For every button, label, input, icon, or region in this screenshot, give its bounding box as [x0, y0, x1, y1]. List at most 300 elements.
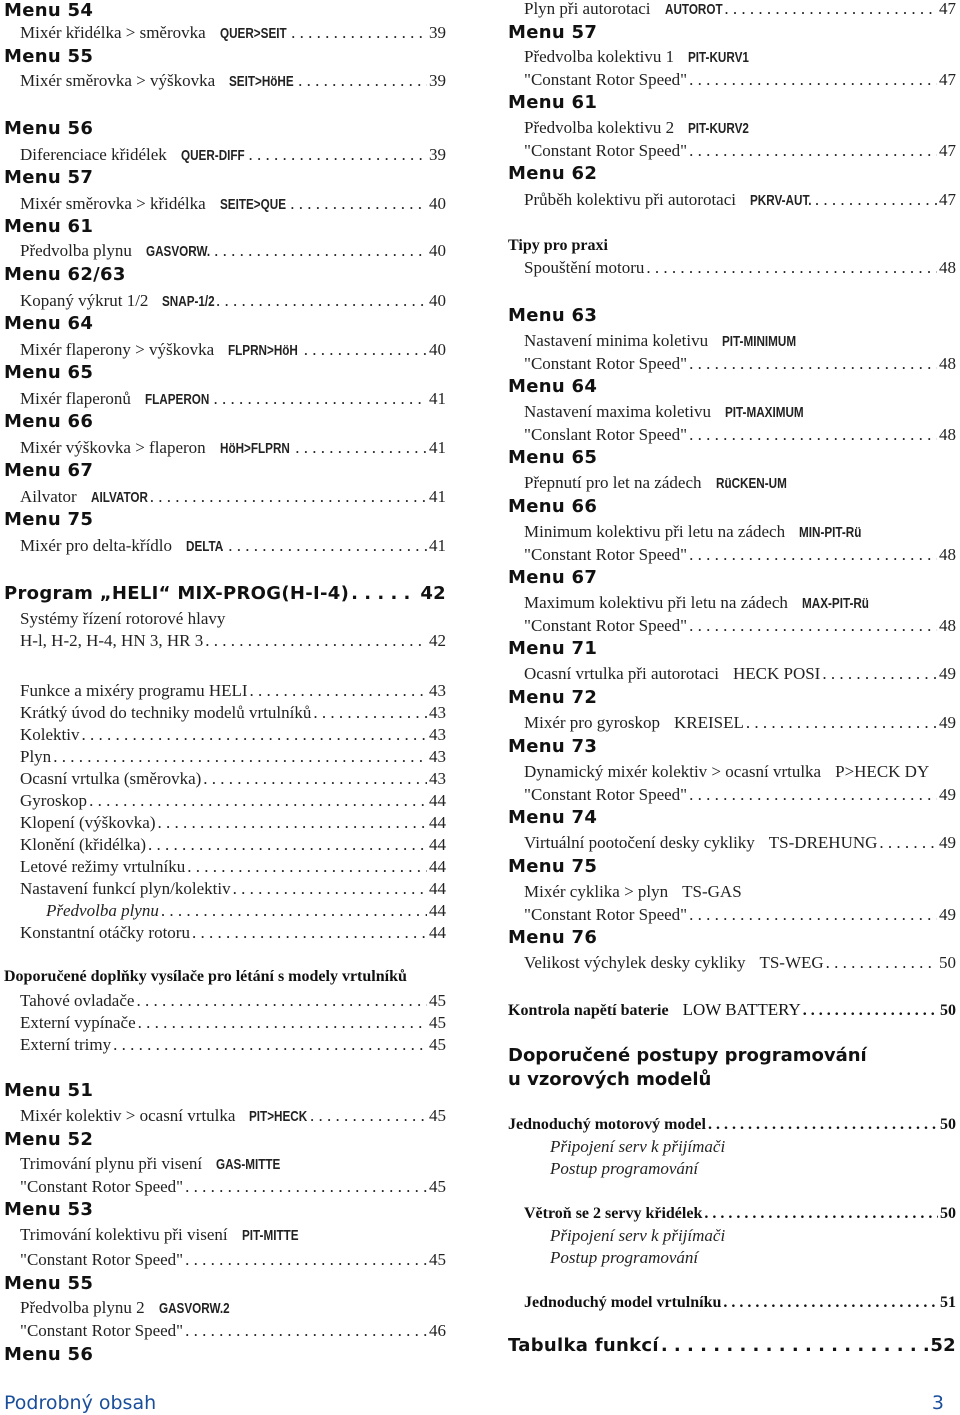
toc-section-heading[interactable]: Menu 62/63	[4, 264, 126, 285]
dot-leader	[220, 535, 427, 557]
toc-entry-code: SNAP-1/2	[162, 293, 216, 310]
toc-page-number: 47	[939, 70, 956, 89]
dot-leader	[185, 1176, 427, 1198]
toc-entry-title: Předvolba plynu	[46, 901, 159, 920]
dot-leader	[192, 922, 427, 944]
toc-entry-code: LOW BATTERY	[682, 1000, 801, 1019]
dot-leader	[298, 70, 427, 92]
toc-entry-code: QUER-DIFF	[180, 147, 245, 164]
toc-page-number: 41	[429, 389, 446, 408]
toc-entry-title: "Constant Rotor Speed"	[524, 70, 688, 89]
toc-entry-title: H-l, H-2, H-4, HN 3, HR 3	[20, 631, 204, 650]
toc-entry-title: Připojení serv k přijímači	[550, 1137, 726, 1156]
toc-entry-title: Minimum kolektivu při letu na zádech	[524, 522, 786, 541]
toc-entry-title: "Conslant Rotor Speed"	[524, 425, 688, 444]
toc-entry[interactable]	[508, 952, 956, 974]
toc-entry-title: Systémy řízení rotorové hlavy	[20, 609, 226, 628]
toc-entry[interactable]	[508, 544, 956, 566]
toc-entry-title: Maximum kolektivu při letu na zádech	[524, 593, 788, 612]
toc-entry-title: "Constant Rotor Speed"	[524, 785, 688, 804]
toc-section-heading[interactable]: Menu 63	[508, 305, 598, 326]
dot-leader	[295, 437, 427, 459]
toc-page-number: 52	[930, 1335, 956, 1356]
toc-entry[interactable]	[4, 856, 446, 878]
toc-entry-title: Mixér flaperonů	[20, 389, 131, 408]
toc-entry[interactable]	[4, 630, 446, 652]
toc-entry-title: Ocasní vrtulka (směrovka)	[20, 769, 202, 788]
footer-section-title: Podrobný obsah	[4, 1392, 157, 1414]
toc-section-heading[interactable]: Menu 57	[508, 22, 598, 43]
toc-entry-title: Virtuální pootočení desky cykliky	[524, 833, 755, 852]
toc-entry[interactable]	[508, 904, 956, 926]
toc-page-number: 40	[429, 194, 446, 213]
toc-entry-title: Jednoduchý model vrtulníku	[524, 1294, 722, 1311]
toc-page-number: 44	[429, 835, 446, 854]
toc-page-number: 40	[429, 340, 446, 359]
toc-heading-entry[interactable]	[4, 583, 446, 605]
dot-leader	[290, 193, 427, 215]
toc-page-number: 49	[939, 833, 956, 852]
toc-entry-code: KREISEL	[673, 713, 744, 732]
dot-leader	[646, 257, 937, 279]
toc-entry-code: DELTA	[186, 538, 224, 555]
toc-entry-code: PKRV-AUT.	[749, 192, 812, 209]
dot-leader	[689, 784, 937, 806]
toc-entry[interactable]	[508, 832, 956, 854]
toc-page-number: 48	[939, 616, 956, 635]
toc-entry-code: PIT-KURV2	[688, 120, 750, 137]
toc-entry-title: "Constant Rotor Speed"	[524, 545, 688, 564]
toc-entry-title: Předvolba kolektivu 2	[524, 118, 675, 137]
toc-entry[interactable]	[508, 712, 956, 734]
dot-leader	[148, 834, 427, 856]
dot-leader	[161, 900, 427, 922]
dot-leader	[879, 832, 937, 854]
dot-leader	[708, 1114, 938, 1136]
toc-section-heading[interactable]: Menu 66	[508, 496, 598, 517]
toc-page-number: 48	[939, 354, 956, 373]
dot-leader	[89, 790, 427, 812]
toc-section-heading[interactable]: Menu 65	[4, 362, 94, 383]
dot-leader	[661, 1335, 929, 1357]
dot-leader	[689, 353, 937, 375]
dot-leader	[291, 22, 427, 44]
toc-entry[interactable]	[4, 1297, 446, 1319]
toc-entry[interactable]	[508, 472, 956, 494]
dot-leader	[689, 424, 937, 446]
toc-entry-code: HöH>FLPRN	[219, 440, 290, 457]
toc-entry-title: "Constant Rotor Speed"	[524, 905, 688, 924]
toc-section-heading[interactable]: Menu 56	[4, 118, 94, 139]
toc-entry[interactable]	[4, 486, 446, 508]
toc-page-number: 45	[429, 991, 446, 1010]
dot-leader	[689, 904, 937, 926]
toc-section-heading[interactable]: Menu 67	[4, 460, 94, 481]
dot-leader	[150, 486, 427, 508]
toc-page-number: 45	[429, 1013, 446, 1032]
toc-entry[interactable]	[4, 1153, 446, 1175]
toc-page-number: 48	[939, 545, 956, 564]
dot-leader	[689, 140, 937, 162]
toc-entry-title: Externí vypínače	[20, 1013, 136, 1032]
toc-section-heading[interactable]: Menu 73	[508, 736, 598, 757]
toc-page-number: 44	[429, 879, 446, 898]
toc-entry[interactable]	[4, 290, 446, 312]
toc-entry-title: Předvolba kolektivu 1	[524, 47, 675, 66]
toc-entry[interactable]	[508, 1158, 956, 1180]
toc-section-heading[interactable]: Menu 51	[4, 1080, 94, 1101]
toc-page-number: 43	[429, 681, 446, 700]
toc-entry-title: Mixér kolektiv > ocasní vrtulka	[20, 1106, 236, 1125]
toc-entry[interactable]	[4, 535, 446, 557]
toc-entry[interactable]	[4, 724, 446, 746]
dot-leader	[248, 144, 427, 166]
toc-entry[interactable]	[4, 193, 446, 215]
toc-entry-code: GAS-MITTE	[216, 1156, 281, 1173]
toc-entry-code: MIN-PIT-Rü	[799, 524, 862, 541]
toc-page-number: 43	[429, 747, 446, 766]
toc-entry[interactable]	[508, 117, 956, 139]
toc-entry-title: Mixér výškovka > flaperon	[20, 438, 206, 457]
toc-section-heading[interactable]: Menu 74	[508, 807, 598, 828]
toc-page-number: 40	[429, 291, 446, 310]
dot-leader	[113, 1034, 427, 1056]
toc-section-heading[interactable]: Menu 62	[508, 163, 598, 184]
toc-page-number: 49	[939, 785, 956, 804]
toc-page-number: 49	[939, 664, 956, 683]
toc-entry-code: QUER>SEIT	[219, 25, 287, 42]
toc-entry-title: "Constant Rotor Speed"	[20, 1250, 184, 1269]
toc-page-number: 45	[429, 1250, 446, 1269]
toc-page-number: 51	[940, 1294, 956, 1311]
toc-entry-title: Klopení (výškovka)	[20, 813, 156, 832]
toc-entry-title: Připojení serv k přijímači	[550, 1226, 726, 1245]
toc-entry[interactable]	[4, 1249, 446, 1271]
toc-section-heading[interactable]: Menu 75	[4, 509, 94, 530]
toc-page-number: 44	[429, 791, 446, 810]
toc-subheading[interactable]: Doporučené doplňky vysílače pro létání s modely vrtulníků	[4, 968, 407, 985]
toc-entry-title: Nastavení minima koletivu	[524, 331, 709, 350]
toc-page-number: 46	[429, 1321, 446, 1340]
toc-entry-title: Velikost výchylek desky cykliky	[524, 953, 746, 972]
dot-leader	[313, 702, 427, 724]
toc-entry-title: Kolektiv	[20, 725, 80, 744]
dot-leader	[185, 1320, 427, 1342]
dot-leader	[214, 240, 427, 262]
toc-entry-code: FLAPERON	[144, 391, 210, 408]
toc-entry[interactable]	[4, 746, 446, 768]
toc-section-heading[interactable]: Menu 64	[508, 376, 598, 397]
toc-entry[interactable]	[4, 437, 446, 459]
toc-entry-title: Předvolba plynu 2	[20, 1298, 145, 1317]
toc-entry[interactable]	[4, 339, 446, 361]
dot-leader	[53, 746, 427, 768]
toc-entry-title: "Constant Rotor Speed"	[524, 354, 688, 373]
toc-heading-entry[interactable]	[508, 1335, 956, 1357]
toc-entry[interactable]	[508, 330, 956, 352]
toc-page-number: 39	[429, 23, 446, 42]
toc-entry[interactable]	[508, 663, 956, 685]
toc-entry-title: Ocasní vrtulka při autorotaci	[524, 664, 719, 683]
toc-heading-entry[interactable]	[508, 1203, 956, 1225]
toc-entry-title: Mixér směrovka > výškovka	[20, 71, 216, 90]
toc-entry-code: HECK POSI	[732, 664, 821, 683]
toc-entry-title: Postup programování	[550, 1248, 699, 1267]
toc-entry[interactable]	[4, 70, 446, 92]
toc-entry[interactable]	[4, 1176, 446, 1198]
toc-entry-title: Krátký úvod do techniky modelů vrtulníků	[20, 703, 312, 722]
toc-page-number: 45	[429, 1177, 446, 1196]
toc-entry[interactable]	[508, 401, 956, 423]
toc-page-number: 41	[429, 487, 446, 506]
toc-entry[interactable]	[4, 22, 446, 44]
toc-entry-code: P>HECK DY	[835, 762, 930, 781]
toc-page-number: 50	[940, 1002, 956, 1019]
toc-entry[interactable]	[4, 1034, 446, 1056]
dot-leader	[205, 630, 427, 652]
toc-entry[interactable]	[508, 69, 956, 91]
toc-section-heading[interactable]: Menu 67	[508, 567, 598, 588]
toc-page-number: 49	[939, 713, 956, 732]
dot-leader	[724, 0, 937, 20]
dot-leader	[746, 712, 937, 734]
toc-entry[interactable]	[508, 46, 956, 68]
toc-entry[interactable]	[508, 189, 956, 211]
toc-entry[interactable]	[4, 812, 446, 834]
dot-leader	[250, 680, 427, 702]
toc-section-heading[interactable]: Menu 66	[4, 411, 94, 432]
toc-entry-title: Mixér pro gyroskop	[524, 713, 660, 732]
toc-entry-title: Mixér směrovka > křidélka	[20, 194, 206, 213]
toc-entry-code: PIT-MAXIMUM	[724, 404, 804, 421]
toc-entry[interactable]	[4, 1320, 446, 1342]
toc-entry-title: Kontrola napětí baterie	[508, 1002, 669, 1019]
dot-leader	[351, 583, 418, 605]
toc-entry-title: "Constant Rotor Speed"	[20, 1177, 184, 1196]
toc-page-number: 49	[939, 905, 956, 924]
toc-entry[interactable]	[4, 1105, 446, 1127]
dot-leader	[815, 189, 937, 211]
toc-entry-code: TS-DREHUNG	[768, 833, 878, 852]
toc-entry[interactable]	[4, 768, 446, 790]
toc-entry-title: Mixér cyklika > plyn	[524, 882, 669, 901]
dot-leader	[138, 1012, 427, 1034]
toc-entry-title: Funkce a mixéry programu HELI	[20, 681, 248, 700]
toc-page-number: 42	[429, 631, 446, 650]
toc-entry-code: GASVORW.2	[158, 1300, 230, 1317]
toc-entry[interactable]	[4, 702, 446, 724]
toc-entry-title: "Constant Rotor Speed"	[524, 141, 688, 160]
toc-page-number: 48	[939, 425, 956, 444]
dot-leader	[822, 663, 937, 685]
toc-section-heading[interactable]: Menu 61	[508, 92, 598, 113]
toc-entry[interactable]	[508, 140, 956, 162]
toc-entry-title: Program „HELI“ MIX-PROG(H-I-4)	[4, 583, 350, 604]
toc-entry-code: PIT-MINIMUM	[722, 333, 797, 350]
dot-leader	[826, 952, 937, 974]
dot-leader	[213, 388, 427, 410]
toc-section-heading[interactable]: Menu 57	[4, 167, 94, 188]
toc-entry-title: Mixér flaperony > výškovka	[20, 340, 215, 359]
toc-entry[interactable]	[508, 0, 956, 20]
toc-entry-title: Trimování kolektivu při visení	[20, 1225, 228, 1244]
toc-chapter-heading[interactable]: Doporučené postupy programování	[508, 1045, 867, 1066]
toc-entry-title: Postup programování	[550, 1159, 699, 1178]
toc-page-number: 47	[939, 141, 956, 160]
toc-entry-code: GASVORW.	[145, 243, 211, 260]
toc-page-number: 47	[939, 190, 956, 209]
toc-entry[interactable]	[4, 922, 446, 944]
toc-entry-code: PIT-KURV1	[688, 49, 750, 66]
toc-section-heading[interactable]: Menu 76	[508, 927, 598, 948]
toc-section-heading[interactable]: Menu 54	[4, 0, 94, 21]
dot-leader	[689, 69, 937, 91]
toc-entry[interactable]	[4, 834, 446, 856]
toc-entry-code: FLPRN>HöH	[228, 342, 299, 359]
dot-leader	[304, 339, 427, 361]
toc-entry[interactable]	[508, 592, 956, 614]
toc-section-heading[interactable]: Menu 61	[4, 216, 94, 237]
toc-entry[interactable]	[508, 1225, 956, 1247]
toc-entry-title: Nastavení funkcí plyn/kolektiv	[20, 879, 231, 898]
toc-section-heading[interactable]: Menu 72	[508, 687, 598, 708]
toc-entry-title: Mixér křidélka > směrovka	[20, 23, 206, 42]
toc-page-number: 42	[420, 583, 446, 604]
toc-entry[interactable]	[4, 790, 446, 812]
toc-entry[interactable]	[4, 990, 446, 1012]
toc-page-number: 48	[939, 258, 956, 277]
toc-entry-title: Tabulka funkcí	[508, 1335, 659, 1356]
toc-entry-code: TS-WEG	[759, 953, 824, 972]
toc-entry[interactable]	[508, 1136, 956, 1158]
toc-heading-entry[interactable]	[508, 1292, 956, 1314]
toc-entry-title: Dynamický mixér kolektiv > ocasní vrtulka	[524, 762, 822, 781]
toc-section-heading[interactable]: Menu 71	[508, 638, 598, 659]
toc-entry-code: AILVATOR	[90, 489, 148, 506]
toc-entry[interactable]	[508, 784, 956, 806]
toc-entry-title: Průběh kolektivu při autorotaci	[524, 190, 736, 209]
toc-entry-code: PIT>HECK	[249, 1108, 308, 1125]
toc-entry[interactable]	[508, 761, 956, 783]
dot-leader	[233, 878, 427, 900]
toc-entry[interactable]	[4, 900, 446, 922]
toc-entry-code: SEITE>QUE	[219, 196, 286, 213]
toc-entry-title: Letové režimy vrtulníku	[20, 857, 186, 876]
toc-page-number: 44	[429, 901, 446, 920]
toc-entry-title: Plyn při autorotaci	[524, 0, 651, 18]
toc-page-number: 41	[429, 536, 446, 555]
toc-entry-title: "Constant Rotor Speed"	[20, 1321, 184, 1340]
dot-leader	[704, 1203, 938, 1225]
dot-leader	[187, 856, 427, 878]
dot-leader	[158, 812, 427, 834]
toc-entry-code: AUTOROT	[664, 1, 723, 18]
toc-section-heading[interactable]: Menu 55	[4, 1273, 94, 1294]
toc-section-heading[interactable]: Menu 56	[4, 1344, 94, 1365]
toc-entry-code: TS-GAS	[682, 882, 742, 901]
toc-page-number: 45	[429, 1035, 446, 1054]
toc-entry[interactable]	[508, 353, 956, 375]
dot-leader	[203, 768, 427, 790]
toc-page-number: 44	[429, 813, 446, 832]
toc-entry[interactable]	[508, 615, 956, 637]
toc-page-number: 39	[429, 71, 446, 90]
toc-page-number: 43	[429, 725, 446, 744]
toc-page-number: 44	[429, 857, 446, 876]
toc-page-number: 41	[429, 438, 446, 457]
toc-entry-title: Diferenciace křidélek	[20, 145, 167, 164]
toc-subheading[interactable]: Tipy pro praxi	[508, 237, 608, 254]
toc-entry[interactable]	[4, 608, 446, 630]
toc-entry[interactable]	[4, 1012, 446, 1034]
toc-entry-title: "Constant Rotor Speed"	[524, 616, 688, 635]
toc-entry-title: Jednoduchý motorový model	[508, 1116, 706, 1133]
toc-entry-title: Nastavení maxima koletivu	[524, 402, 711, 421]
toc-page-number: 45	[429, 1106, 446, 1125]
toc-entry-code: MAX-PIT-Rü	[801, 595, 869, 612]
toc-entry[interactable]	[508, 424, 956, 446]
toc-entry-title: Spouštění motoru	[524, 258, 645, 277]
toc-heading-entry[interactable]	[508, 1114, 956, 1136]
toc-page-number: 44	[429, 923, 446, 942]
toc-section-heading[interactable]: Menu 53	[4, 1199, 94, 1220]
toc-entry-title: Kopaný výkrut 1/2	[20, 291, 149, 310]
toc-entry-title: Ailvator	[20, 487, 77, 506]
toc-page-number: 40	[429, 241, 446, 260]
toc-entry-title: Konstantní otáčky rotoru	[20, 923, 190, 942]
toc-entry-title: Klonění (křidélka)	[20, 835, 147, 854]
toc-chapter-heading[interactable]: u vzorových modelů	[508, 1069, 712, 1090]
toc-entry-code: PIT-MITTE	[241, 1227, 299, 1244]
toc-entry-title: Plyn	[20, 747, 52, 766]
toc-section-heading[interactable]: Menu 64	[4, 313, 94, 334]
toc-entry-title: Tahové ovladače	[20, 991, 135, 1010]
toc-entry-title: Gyroskop	[20, 791, 88, 810]
toc-entry[interactable]	[508, 257, 956, 279]
toc-entry[interactable]	[508, 521, 956, 543]
dot-leader	[803, 1000, 938, 1022]
toc-entry-title: Předvolba plynu	[20, 241, 132, 260]
toc-entry[interactable]	[508, 881, 956, 903]
toc-entry[interactable]	[4, 1224, 446, 1246]
dot-leader	[310, 1105, 427, 1127]
toc-section-heading[interactable]: Menu 75	[508, 856, 598, 877]
toc-entry[interactable]	[4, 388, 446, 410]
toc-entry[interactable]	[4, 878, 446, 900]
toc-entry[interactable]	[4, 144, 446, 166]
toc-entry[interactable]	[508, 1247, 956, 1269]
toc-entry-title: Trimování plynu při visení	[20, 1154, 203, 1173]
dot-leader	[216, 290, 427, 312]
toc-section-heading[interactable]: Menu 55	[4, 46, 94, 67]
toc-section-heading[interactable]: Menu 52	[4, 1129, 94, 1150]
toc-page-number: 50	[940, 1205, 956, 1222]
toc-page-number: 39	[429, 145, 446, 164]
toc-entry[interactable]	[4, 240, 446, 262]
dot-leader	[689, 544, 937, 566]
toc-entry-title: Mixér pro delta-křídlo	[20, 536, 173, 555]
dot-leader	[723, 1292, 938, 1314]
toc-entry[interactable]	[4, 680, 446, 702]
toc-page-number: 50	[940, 1116, 956, 1133]
toc-entry-title: Externí trimy	[20, 1035, 112, 1054]
toc-page-number: 43	[429, 703, 446, 722]
toc-entry-code: SEIT>HöHE	[229, 73, 294, 90]
toc-section-heading[interactable]: Menu 65	[508, 447, 598, 468]
toc-entry-title: Větroň se 2 servy křidélek	[524, 1205, 703, 1222]
dot-leader	[136, 990, 427, 1012]
toc-heading-entry[interactable]	[508, 999, 956, 1021]
